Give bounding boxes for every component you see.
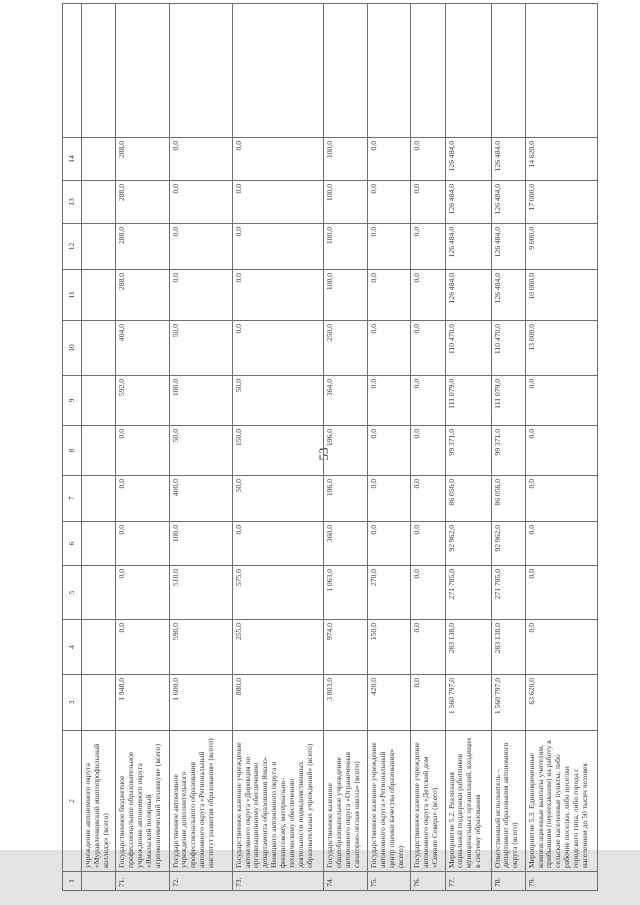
value-cell: 99 371,0 bbox=[445, 426, 491, 476]
value-cell: 0,0 bbox=[525, 522, 597, 566]
value-cell: 575,0 bbox=[232, 566, 324, 620]
value-cell: 0,0 bbox=[411, 566, 445, 620]
value-cell bbox=[82, 181, 116, 224]
header-cell: 9 bbox=[63, 376, 82, 426]
value-cell: 126 484,0 bbox=[491, 181, 525, 224]
blank-cell bbox=[491, 4, 525, 138]
value-cell: 271 785,0 bbox=[445, 566, 491, 620]
value-cell: 0,0 bbox=[232, 224, 324, 270]
value-cell: 0,0 bbox=[411, 270, 445, 321]
value-cell: 0,0 bbox=[525, 426, 597, 476]
value-cell: 0,0 bbox=[411, 675, 445, 731]
page-number: 53 bbox=[316, 447, 331, 461]
value-cell: 196,0 bbox=[324, 476, 368, 522]
value-cell: 0,0 bbox=[116, 476, 169, 522]
value-cell: 63 620,0 bbox=[525, 675, 597, 731]
table-row bbox=[232, 4, 324, 891]
blank-cell bbox=[82, 4, 116, 138]
rotated-table-container bbox=[62, 4, 598, 891]
value-cell: 1 560 797,0 bbox=[491, 675, 525, 731]
value-cell: 86 056,0 bbox=[491, 476, 525, 522]
value-cell: 0,0 bbox=[116, 426, 169, 476]
value-cell: 1 560 797,0 bbox=[445, 675, 491, 731]
value-cell: 0,0 bbox=[411, 181, 445, 224]
value-cell: 420,0 bbox=[367, 675, 411, 731]
value-cell: 364,0 bbox=[324, 376, 368, 426]
value-cell: 0,0 bbox=[525, 376, 597, 426]
value-cell: 111 079,0 bbox=[445, 376, 491, 426]
value-cell: 1 948,0 bbox=[116, 675, 169, 731]
value-cell: 288,0 bbox=[116, 224, 169, 270]
value-cell: 0,0 bbox=[367, 138, 411, 181]
blank-cell bbox=[169, 4, 232, 138]
row-name: Государственное бюджетное профессиональное образовательное учреждение автономного округа «Ямальский полярный агроэкономический техникум» (всего) bbox=[116, 731, 169, 872]
value-cell: 288,0 bbox=[116, 181, 169, 224]
value-cell bbox=[82, 566, 116, 620]
blank-cell bbox=[63, 4, 82, 138]
row-number: 78. bbox=[491, 872, 525, 891]
blank-cell bbox=[324, 4, 368, 138]
value-cell: 880,0 bbox=[232, 675, 324, 731]
value-cell: 255,0 bbox=[232, 620, 324, 675]
value-cell bbox=[82, 522, 116, 566]
value-cell: 283 138,0 bbox=[491, 620, 525, 675]
row-number: 71. bbox=[116, 872, 169, 891]
value-cell: 99 371,0 bbox=[491, 426, 525, 476]
value-cell: 0,0 bbox=[367, 376, 411, 426]
value-cell: 250,0 bbox=[324, 321, 368, 376]
header-cell: 1 bbox=[63, 872, 82, 891]
value-cell: 50,0 bbox=[232, 476, 324, 522]
value-cell bbox=[82, 675, 116, 731]
blank-cell bbox=[525, 4, 597, 138]
value-cell: 92 962,0 bbox=[491, 522, 525, 566]
value-cell: 0,0 bbox=[367, 270, 411, 321]
header-cell: 3 bbox=[63, 675, 82, 731]
row-name: Ответственный исполнитель – департамент образования автономного округа (всего) bbox=[491, 731, 525, 872]
value-cell: 92 962,0 bbox=[445, 522, 491, 566]
value-cell: 0,0 bbox=[116, 620, 169, 675]
value-cell: 126 484,0 bbox=[491, 138, 525, 181]
value-cell bbox=[82, 138, 116, 181]
budget-table bbox=[62, 3, 598, 891]
header-cell: 10 bbox=[63, 321, 82, 376]
value-cell: 126 484,0 bbox=[491, 224, 525, 270]
value-cell: 0,0 bbox=[411, 321, 445, 376]
value-cell: 100,0 bbox=[324, 224, 368, 270]
value-cell: 0,0 bbox=[525, 620, 597, 675]
row-name: Государственное казенное учреждение автономного округа «Региональный центр оценки качества образования» (всего) bbox=[367, 731, 411, 872]
value-cell: 86 056,0 bbox=[445, 476, 491, 522]
value-cell: 100,0 bbox=[169, 522, 232, 566]
value-cell: 0,0 bbox=[232, 522, 324, 566]
value-cell: 3 803,0 bbox=[324, 675, 368, 731]
value-cell: 50,0 bbox=[169, 426, 232, 476]
value-cell: 270,0 bbox=[367, 566, 411, 620]
row-name: Мероприятие 5.2. Реализация социальной поддержки работников муниципальных организаций, входящих в систему образования bbox=[445, 731, 491, 872]
value-cell bbox=[82, 224, 116, 270]
value-cell: 150,0 bbox=[232, 426, 324, 476]
value-cell bbox=[82, 476, 116, 522]
value-cell bbox=[82, 426, 116, 476]
value-cell: 17 000,0 bbox=[525, 181, 597, 224]
value-cell: 0,0 bbox=[367, 426, 411, 476]
value-cell: 0,0 bbox=[367, 181, 411, 224]
value-cell: 0,0 bbox=[169, 138, 232, 181]
value-cell: 590,0 bbox=[169, 620, 232, 675]
header-cell: 11 bbox=[63, 270, 82, 321]
header-cell: 5 bbox=[63, 566, 82, 620]
value-cell: 0,0 bbox=[232, 321, 324, 376]
value-cell: 0,0 bbox=[116, 566, 169, 620]
row-number: 79. bbox=[525, 872, 597, 891]
value-cell: 0,0 bbox=[169, 270, 232, 321]
row-number: 74. bbox=[324, 872, 368, 891]
value-cell: 100,0 bbox=[169, 376, 232, 426]
value-cell: 0,0 bbox=[411, 522, 445, 566]
value-cell: 0,0 bbox=[169, 181, 232, 224]
row-name: учреждение автономного округа «Муравленковский многопрофильный колледж» (всего) bbox=[82, 731, 116, 872]
value-cell: 13 000,0 bbox=[525, 321, 597, 376]
value-cell: 0,0 bbox=[367, 522, 411, 566]
value-cell: 0,0 bbox=[367, 224, 411, 270]
value-cell: 10 000,0 bbox=[525, 270, 597, 321]
value-cell: 196,0 bbox=[324, 426, 368, 476]
value-cell: 0,0 bbox=[232, 181, 324, 224]
value-cell: 0,0 bbox=[116, 522, 169, 566]
value-cell: 400,0 bbox=[169, 476, 232, 522]
header-cell: 13 bbox=[63, 181, 82, 224]
row-name: Государственное казенное общеобразовательное учреждение автономного округа «Ограниченная санаторно-лесная школа» (всего) bbox=[324, 731, 368, 872]
value-cell: 100,0 bbox=[324, 270, 368, 321]
value-cell: 0,0 bbox=[411, 476, 445, 522]
value-cell: 510,0 bbox=[169, 566, 232, 620]
value-cell: 150,0 bbox=[367, 620, 411, 675]
value-cell: 288,0 bbox=[116, 270, 169, 321]
value-cell: 50,0 bbox=[232, 376, 324, 426]
value-cell bbox=[82, 620, 116, 675]
value-cell: 100,0 bbox=[324, 181, 368, 224]
value-cell: 974,0 bbox=[324, 620, 368, 675]
value-cell: 126 484,0 bbox=[445, 224, 491, 270]
table-row bbox=[116, 4, 169, 891]
value-cell: 592,0 bbox=[116, 376, 169, 426]
value-cell: 0,0 bbox=[411, 138, 445, 181]
blank-cell bbox=[116, 4, 169, 138]
row-number: 76. bbox=[411, 872, 445, 891]
table-row bbox=[82, 4, 116, 891]
value-cell: 404,0 bbox=[116, 321, 169, 376]
table-row bbox=[324, 4, 368, 891]
table-row bbox=[491, 4, 525, 891]
header-cell: 6 bbox=[63, 522, 82, 566]
row-name: Государственное казенное учреждение автономного округа «Дирекция по организационному обеспечению департамента образования Ямало-Ненецкого автономного округа и финансовому, материально-техническому обеспечению деятельности подведомственных образовательных учреждений» (всего) bbox=[232, 731, 324, 872]
value-cell: 110 470,0 bbox=[491, 321, 525, 376]
value-cell: 0,0 bbox=[232, 138, 324, 181]
value-cell: 0,0 bbox=[367, 476, 411, 522]
row-number: 72. bbox=[169, 872, 232, 891]
row-number: 77. bbox=[445, 872, 491, 891]
header-cell: 7 bbox=[63, 476, 82, 522]
value-cell: 50,0 bbox=[169, 321, 232, 376]
value-cell: 0,0 bbox=[525, 566, 597, 620]
value-cell bbox=[82, 270, 116, 321]
value-cell: 126 484,0 bbox=[445, 270, 491, 321]
header-cell: 12 bbox=[63, 224, 82, 270]
value-cell bbox=[82, 376, 116, 426]
value-cell: 271 785,0 bbox=[491, 566, 525, 620]
header-row bbox=[63, 4, 82, 891]
value-cell: 111 079,0 bbox=[491, 376, 525, 426]
table-row bbox=[525, 4, 597, 891]
value-cell: 283 138,0 bbox=[445, 620, 491, 675]
row-name: Мероприятие 5.3. Единовременные компенсационные выплаты учителям, прибывшим (переехавшим) на работу в сельские населенные пункты, либо рабочие поселки, либо поселки городского типа, либо города с населением до 50 тысяч человек bbox=[525, 731, 597, 872]
value-cell: 126 484,0 bbox=[445, 181, 491, 224]
value-cell: 0,0 bbox=[169, 224, 232, 270]
row-number: 75. bbox=[367, 872, 411, 891]
value-cell: 100,0 bbox=[324, 138, 368, 181]
value-cell: 126 484,0 bbox=[491, 270, 525, 321]
header-cell: 8 bbox=[63, 426, 82, 476]
table-row bbox=[411, 4, 445, 891]
table-row bbox=[367, 4, 411, 891]
blank-cell bbox=[445, 4, 491, 138]
blank-cell bbox=[411, 4, 445, 138]
value-cell: 288,0 bbox=[116, 138, 169, 181]
value-cell: 1 600,0 bbox=[169, 675, 232, 731]
header-cell: 4 bbox=[63, 620, 82, 675]
value-cell: 1 063,0 bbox=[324, 566, 368, 620]
value-cell: 0,0 bbox=[411, 224, 445, 270]
value-cell: 0,0 bbox=[232, 270, 324, 321]
row-number bbox=[82, 872, 116, 891]
value-cell: 0,0 bbox=[411, 426, 445, 476]
value-cell bbox=[82, 321, 116, 376]
blank-cell bbox=[232, 4, 324, 138]
value-cell: 0,0 bbox=[525, 476, 597, 522]
table-row bbox=[445, 4, 491, 891]
table-row bbox=[169, 4, 232, 891]
value-cell: 9 000,0 bbox=[525, 224, 597, 270]
row-name: Государственное автономное учреждение дополнительного профессионального образования автономного округа «Региональный институт развития образования» (всего) bbox=[169, 731, 232, 872]
blank-cell bbox=[367, 4, 411, 138]
value-cell: 0,0 bbox=[367, 321, 411, 376]
value-cell: 360,0 bbox=[324, 522, 368, 566]
value-cell: 0,0 bbox=[411, 620, 445, 675]
value-cell: 0,0 bbox=[411, 376, 445, 426]
value-cell: 14 620,0 bbox=[525, 138, 597, 181]
row-number: 73. bbox=[232, 872, 324, 891]
value-cell: 126 484,0 bbox=[445, 138, 491, 181]
header-cell: 2 bbox=[63, 731, 82, 872]
header-cell: 14 bbox=[63, 138, 82, 181]
row-name: Государственное казенное учреждение автономного округа «Детский дом «Сияние Севера» (всего) bbox=[411, 731, 445, 872]
value-cell: 110 470,0 bbox=[445, 321, 491, 376]
